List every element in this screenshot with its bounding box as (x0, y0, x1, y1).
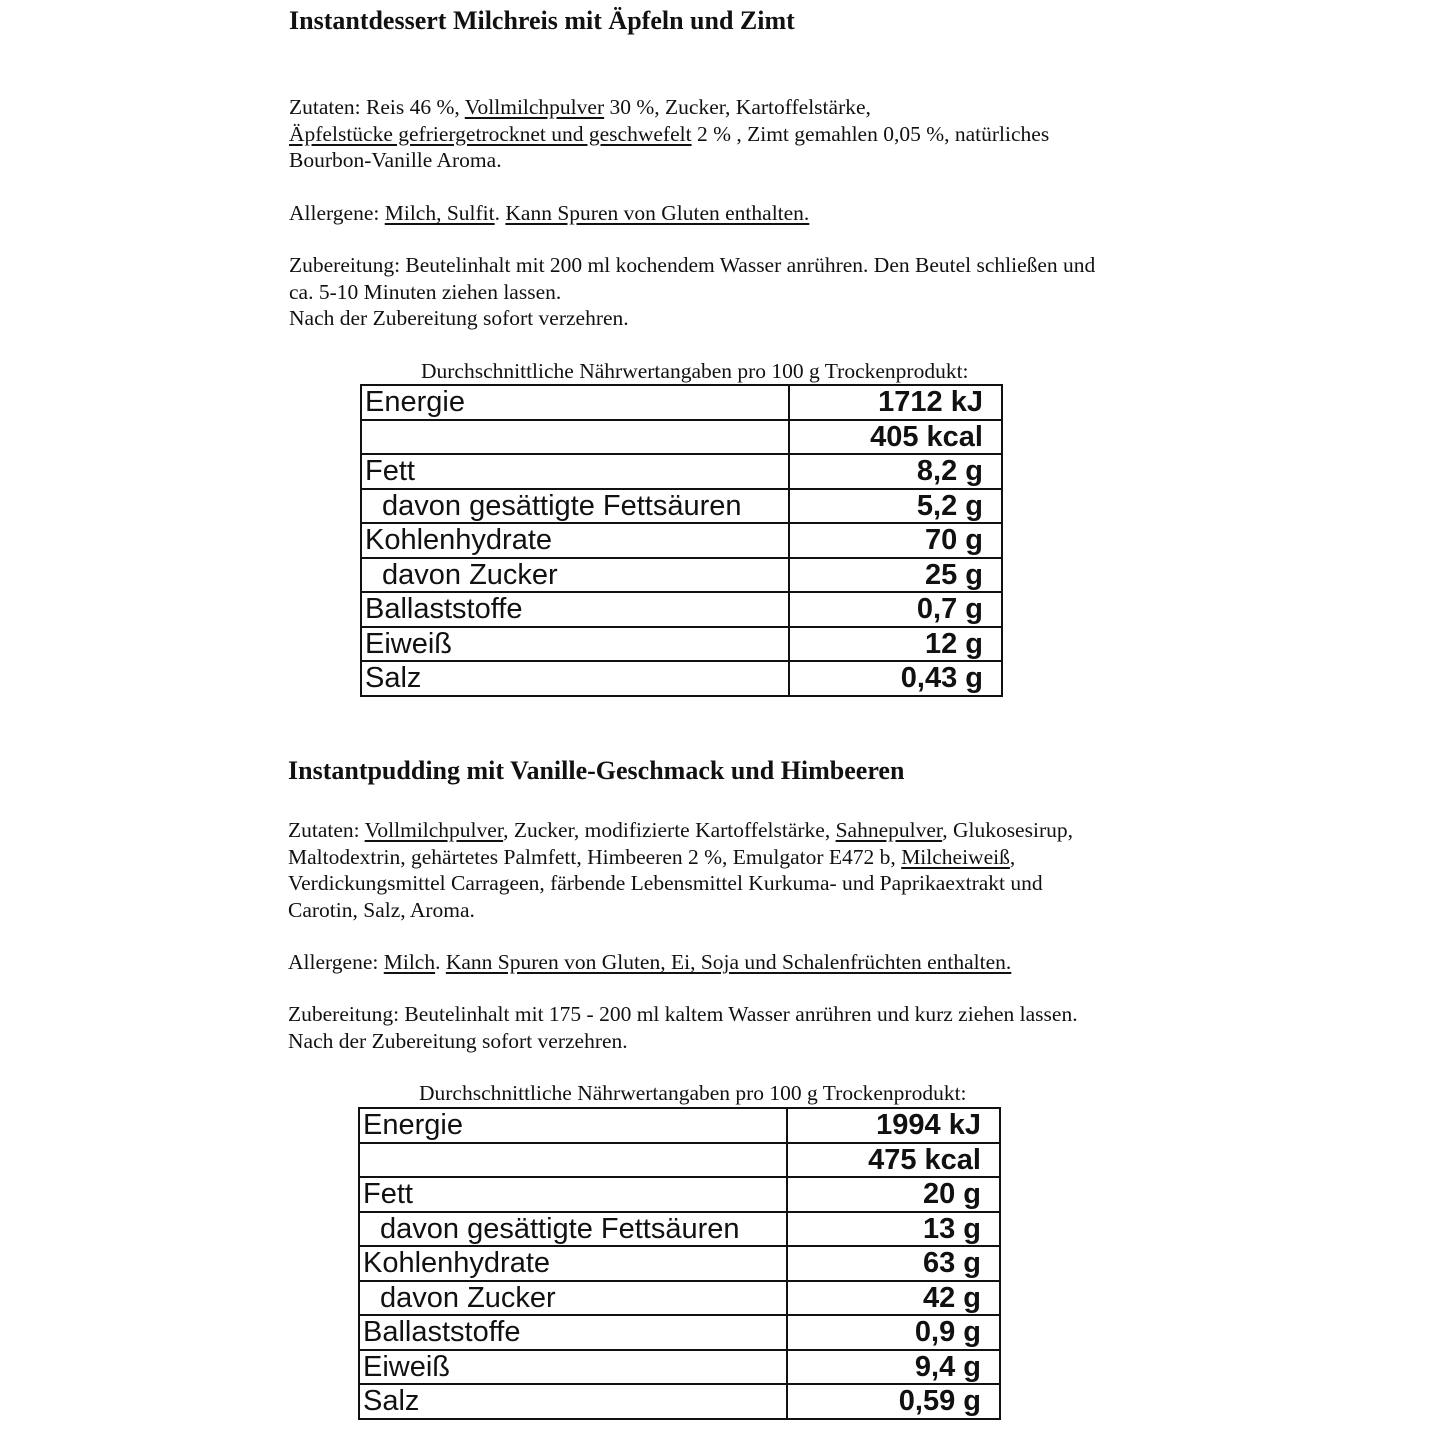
nutrient-label (359, 1143, 787, 1178)
ingredients-part: Verdickungsmittel Carrageen, färbende Lebensmittel Kurkuma- und Paprikaextrakt und (288, 871, 1043, 895)
nutrient-value: 63 g (787, 1246, 1000, 1281)
nutrient-label: Energie (359, 1108, 787, 1143)
nutrition-caption: Durchschnittliche Nährwertangaben pro 100 g Trockenprodukt: (419, 1081, 967, 1105)
ingredient-allergen-underlined: Vollmilchpulver (464, 95, 605, 119)
nutrient-label: davon Zucker (361, 558, 789, 593)
preparation-text (289, 252, 1095, 332)
nutrient-label: Ballaststoffe (361, 592, 789, 627)
preparation-line: Zubereitung: Beutelinhalt mit 200 ml kochendem Wasser anrühren. Den Beutel schließen und (289, 253, 1096, 277)
ingredients-part: Maltodextrin, gehärtetes Palmfett, Himbeeren 2 %, Emulgator E472 b, (288, 844, 902, 869)
ingredients-part: , Glukosesirup, (942, 818, 1073, 842)
nutrient-label: Salz (361, 661, 789, 696)
nutrient-label: davon Zucker (359, 1281, 787, 1316)
allergens-separator: . (494, 201, 506, 225)
ingredient-allergen-underlined: Sahnepulver (835, 818, 943, 842)
table-row (361, 489, 1002, 524)
nutrient-label: Ballaststoffe (359, 1315, 787, 1350)
nutrient-value: 405 kcal (789, 420, 1002, 455)
table-row (361, 523, 1002, 558)
allergens-separator: . (435, 950, 446, 974)
ingredients-part: 30 %, Zucker, Kartoffelstärke, (604, 95, 871, 119)
nutrient-value: 0,43 g (789, 661, 1002, 696)
ingredients-part: Carotin, Salz, Aroma. (288, 897, 475, 922)
table-row (359, 1212, 1000, 1247)
preparation-line: Zubereitung: Beutelinhalt mit 175 - 200 ml kaltem Wasser anrühren und kurz ziehen lassen. (288, 1002, 1078, 1026)
preparation-line: Nach der Zubereitung sofort verzehren. (289, 306, 629, 330)
product-title: Instantpudding mit Vanille-Geschmack und Himbeeren (288, 756, 905, 785)
table-row (359, 1143, 1000, 1178)
nutrient-value: 8,2 g (789, 454, 1002, 489)
preparation-text (288, 1001, 1078, 1054)
nutrient-value: 0,9 g (787, 1315, 1000, 1350)
table-row (359, 1350, 1000, 1385)
table-row (361, 592, 1002, 627)
nutrient-label: Fett (359, 1177, 787, 1212)
nutrient-value: 0,59 g (787, 1384, 1000, 1419)
table-row (361, 661, 1002, 696)
nutrition-caption: Durchschnittliche Nährwertangaben pro 100 g Trockenprodukt: (421, 359, 969, 383)
nutrient-label: davon gesättigte Fettsäuren (359, 1212, 787, 1247)
table-row (359, 1246, 1000, 1281)
allergens-text (289, 200, 809, 227)
nutrient-label: Kohlenhydrate (359, 1246, 787, 1281)
ingredient-allergen-underlined: Vollmilchpulver (364, 818, 504, 842)
table-row (361, 420, 1002, 455)
nutrient-value: 1712 kJ (789, 385, 1002, 420)
nutrient-value: 12 g (789, 627, 1002, 662)
nutrient-value: 25 g (789, 558, 1002, 593)
nutrient-value: 5,2 g (789, 489, 1002, 524)
ingredients-part: Zutaten: (288, 818, 365, 842)
table-row (359, 1315, 1000, 1350)
table-row (359, 1177, 1000, 1212)
nutrient-value: 0,7 g (789, 592, 1002, 627)
nutrient-value: 20 g (787, 1177, 1000, 1212)
ingredients-part: , Zucker, modifizierte Kartoffelstärke, (503, 818, 836, 842)
nutrient-value: 9,4 g (787, 1350, 1000, 1385)
allergens-text (288, 949, 1011, 976)
table-row (359, 1384, 1000, 1419)
ingredients-text (289, 94, 1049, 174)
nutrient-value: 1994 kJ (787, 1108, 1000, 1143)
table-row (361, 454, 1002, 489)
ingredients-part: Bourbon-Vanille Aroma. (289, 148, 502, 172)
allergens-traces: Kann Spuren von Gluten enthalten. (505, 201, 810, 225)
allergens-prefix: Allergene: (289, 201, 385, 225)
nutrient-value: 70 g (789, 523, 1002, 558)
ingredients-part: , (1009, 844, 1016, 869)
nutrient-label: davon gesättigte Fettsäuren (361, 489, 789, 524)
table-row (359, 1281, 1000, 1316)
product-title: Instantdessert Milchreis mit Äpfeln und Zimt (289, 6, 795, 35)
allergens-list: Milch, Sulfit (384, 201, 495, 225)
nutrient-label: Eiweiß (359, 1350, 787, 1385)
allergens-list: Milch (383, 950, 436, 974)
nutrient-value: 42 g (787, 1281, 1000, 1316)
ingredients-text (288, 817, 1073, 923)
table-row (361, 558, 1002, 593)
nutrient-label: Fett (361, 454, 789, 489)
nutrition-table (358, 1107, 1001, 1420)
ingredient-allergen-underlined: Äpfelstücke gefriergetrocknet und geschwefelt (289, 121, 692, 146)
ingredients-part: Zutaten: Reis 46 %, (289, 95, 465, 119)
allergens-prefix: Allergene: (288, 950, 384, 974)
nutrient-label: Energie (361, 385, 789, 420)
nutrient-label: Kohlenhydrate (361, 523, 789, 558)
nutrient-label: Salz (359, 1384, 787, 1419)
preparation-line: ca. 5-10 Minuten ziehen lassen. (289, 279, 562, 304)
nutrient-label (361, 420, 789, 455)
allergens-traces: Kann Spuren von Gluten, Ei, Soja und Schalenfrüchten enthalten. (445, 950, 1012, 974)
table-row (359, 1108, 1000, 1143)
nutrient-value: 13 g (787, 1212, 1000, 1247)
table-row (361, 385, 1002, 420)
table-row (361, 627, 1002, 662)
nutrient-value: 475 kcal (787, 1143, 1000, 1178)
ingredient-allergen-underlined: Milcheiweiß (901, 844, 1010, 869)
preparation-line: Nach der Zubereitung sofort verzehren. (288, 1028, 628, 1053)
nutrient-label: Eiweiß (361, 627, 789, 662)
ingredients-part: 2 % , Zimt gemahlen 0,05 %, natürliches (691, 121, 1050, 146)
nutrition-table (360, 384, 1003, 697)
